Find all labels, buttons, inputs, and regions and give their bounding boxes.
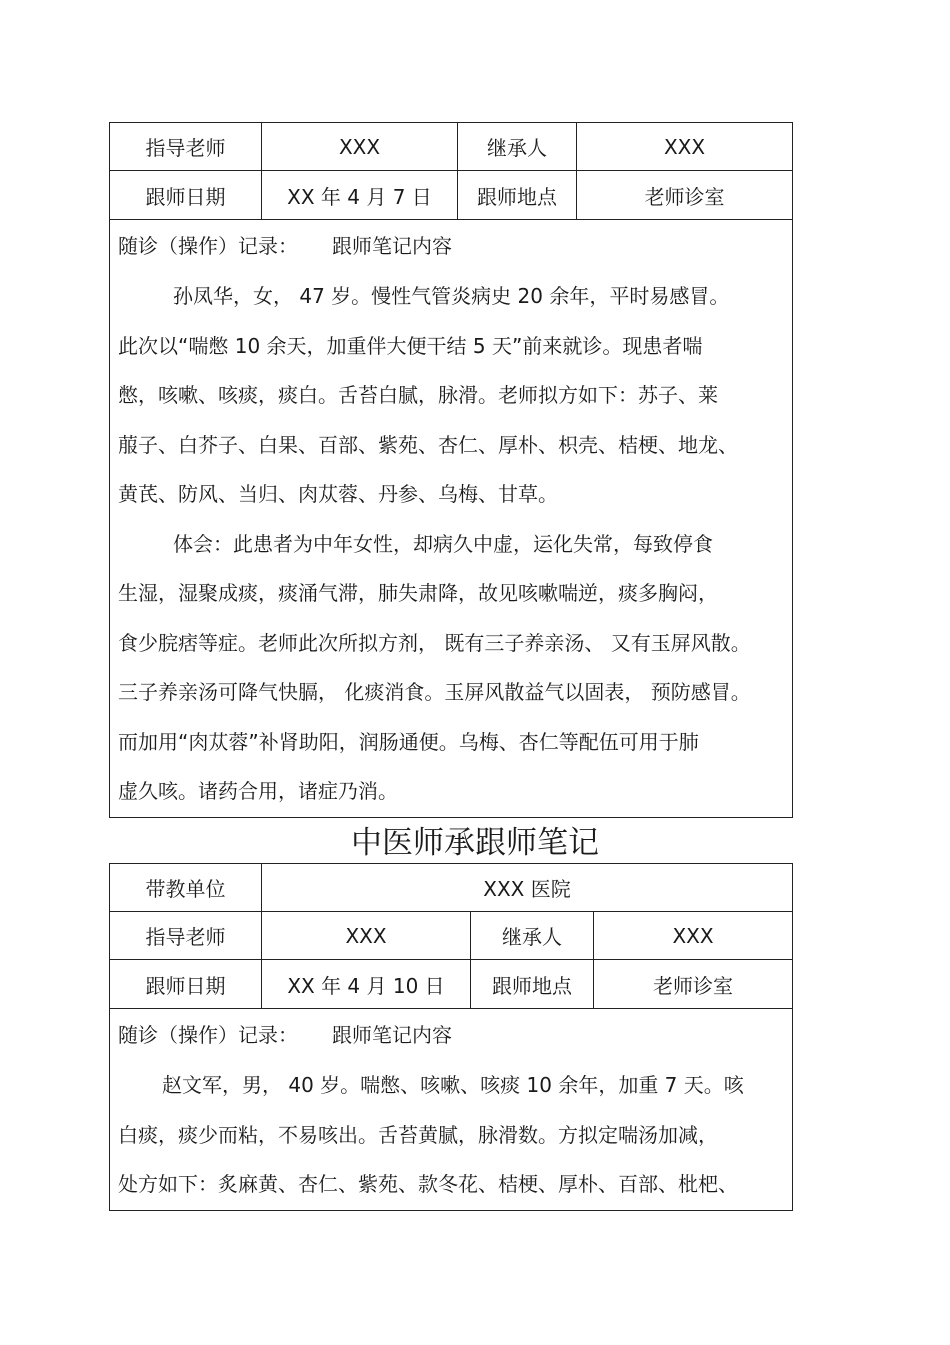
teacher-value: XXX	[262, 123, 458, 171]
record-row	[110, 1009, 793, 1211]
place-value: 老师诊室	[594, 960, 793, 1009]
place-label: 跟师地点	[471, 960, 594, 1009]
record-line: 而加用“肉苁蓉”补肾助阳，润肠通便。乌梅、杏仁等配伍可用于肺	[118, 729, 699, 754]
date-row	[110, 171, 793, 220]
date-label: 跟师日期	[110, 960, 262, 1009]
record-cell	[110, 220, 793, 818]
record-line: 赵文军，男， 40 岁。喘憋、咳嗽、咳痰 10 余年，加重 7 天。咳	[162, 1073, 744, 1097]
record-table-2	[109, 863, 793, 1211]
record-line: 菔子、白芥子、白果、百部、紫苑、杏仁、厚朴、枳壳、桔梗、地龙、	[118, 432, 738, 457]
record-line: 孙凤华，女， 47 岁。慢性气管炎病史 20 余年，平时易感冒。	[173, 284, 730, 308]
date-value: XX 年 4 月 10 日	[262, 960, 471, 1009]
record-line: 虚久咳。诸药合用，诸症乃消。	[118, 779, 398, 803]
place-value: 老师诊室	[577, 171, 793, 220]
successor-label: 继承人	[458, 123, 577, 171]
successor-value: XXX	[577, 123, 793, 171]
record-subtitle: 跟师笔记内容	[332, 234, 452, 258]
record-line: 憋，咳嗽、咳痰，痰白。舌苔白腻，脉滑。老师拟方如下：苏子、莱	[118, 383, 718, 407]
record-table-1	[109, 122, 793, 818]
successor-label: 继承人	[471, 912, 594, 960]
record-line: 生湿，湿聚成痰，痰涌气滞，肺失肃降，故见咳嗽喘逆，痰多胸闷，	[118, 581, 718, 605]
place-label: 跟师地点	[458, 171, 577, 220]
record-heading	[118, 1009, 792, 1061]
record-line: 三子养亲汤可降气快膈， 化痰消食。玉屏风散益气以固表， 预防感冒。	[118, 680, 751, 704]
teacher-row	[110, 123, 793, 171]
teacher-value: XXX	[262, 912, 471, 960]
successor-value: XXX	[594, 912, 793, 960]
date-row	[110, 960, 793, 1009]
record-line: 食少脘痞等症。老师此次所拟方剂， 既有三子养亲汤、 又有玉屏风散。	[118, 630, 751, 655]
record-heading	[118, 220, 792, 272]
date-label: 跟师日期	[110, 171, 262, 220]
teacher-row	[110, 912, 793, 960]
teacher-label: 指导老师	[110, 912, 262, 960]
teacher-label: 指导老师	[110, 123, 262, 171]
record-line: 处方如下：炙麻黄、杏仁、紫苑、款冬花、桔梗、厚朴、百部、枇杷、	[118, 1172, 738, 1196]
record-label: 随诊（操作）记录：	[118, 1023, 298, 1047]
record-row	[110, 220, 793, 818]
record-line: 体会：此患者为中年女性，却病久中虚，运化失常，每致停食	[173, 531, 713, 556]
record-line: 此次以“喘憋 10 余天，加重伴大便干结 5 天”前来就诊。现患者喘	[118, 333, 703, 358]
unit-row	[110, 864, 793, 912]
record-subtitle: 跟师笔记内容	[332, 1023, 452, 1047]
record-line: 黄芪、防风、当归、肉苁蓉、丹参、乌梅、甘草。	[118, 482, 558, 506]
page-title: 中医师承跟师笔记	[351, 825, 599, 861]
unit-value: XXX 医院	[262, 864, 793, 912]
unit-label: 带教单位	[110, 864, 262, 912]
record-line: 白痰，痰少而粘，不易咳出。舌苔黄腻，脉滑数。方拟定喘汤加减，	[118, 1122, 718, 1147]
date-value: XX 年 4 月 7 日	[262, 171, 458, 220]
record-cell	[110, 1009, 793, 1211]
record-label: 随诊（操作）记录：	[118, 234, 298, 258]
